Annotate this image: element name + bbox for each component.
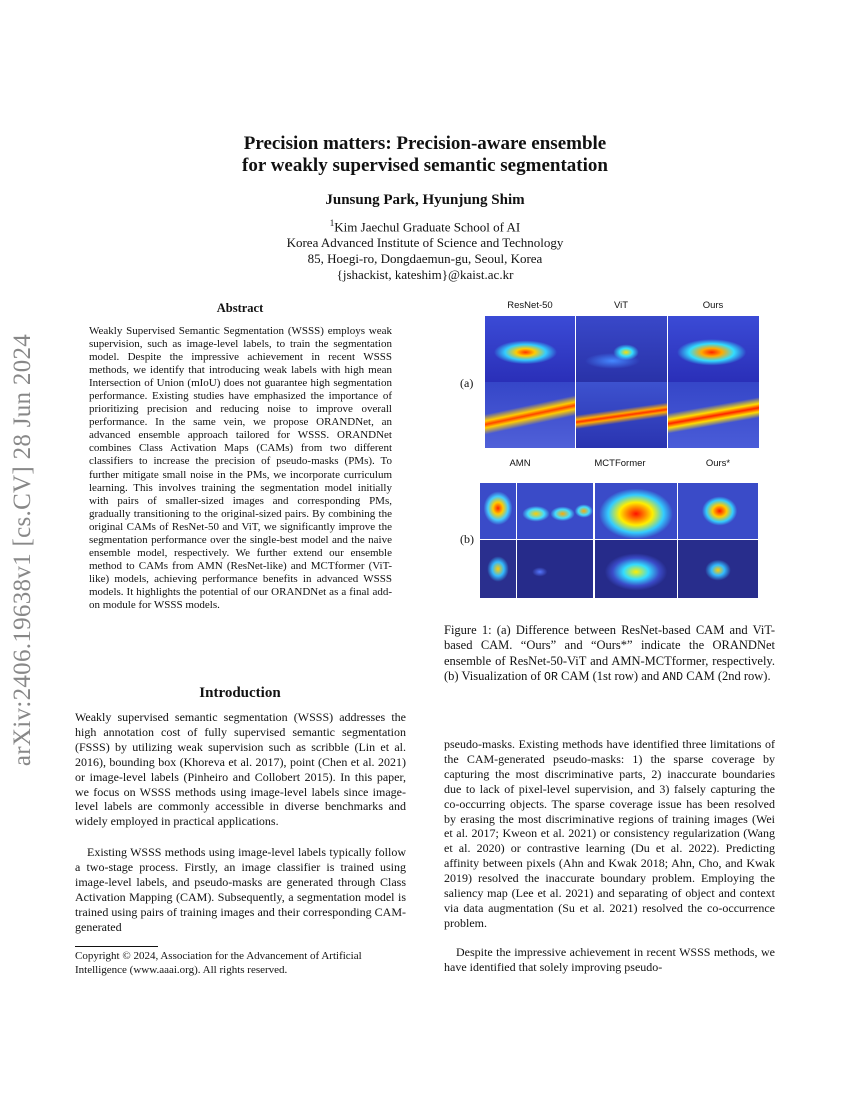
abstract-heading: Abstract xyxy=(216,301,264,315)
affiliation xyxy=(0,215,850,283)
cam-amn-and-1 xyxy=(480,540,516,598)
cam-amn-or-1 xyxy=(480,483,516,539)
affiliation-line-2: Korea Advanced Institute of Science and Technology xyxy=(286,235,564,251)
introduction-heading: Introduction xyxy=(199,685,281,701)
col-label-vit: ViT xyxy=(613,300,629,311)
footnote-rule xyxy=(75,946,158,947)
cam-mctformer-and-2 xyxy=(595,540,677,598)
cam-ours-star-or xyxy=(678,483,758,539)
col-label-resnet50: ResNet-50 xyxy=(507,300,553,311)
arxiv-identifier xyxy=(5,300,41,800)
col-label-ours-star: Ours* xyxy=(705,458,731,469)
abstract-text: Weakly Supervised Semantic Segmentation (WSSS) employs weak supervision, such as image-level labels, to train the segmentation model. Despite the impressive achievement in recent WSSS methods, we identify that introducing weak labels with high mean Intersection of Union (mIoU) does not guarantee high segmentation performance. Existing studies have emphasized the importance of prioritizing precision and reducing noise to improve overall performance. In the same vein, we propose ORANDNet, an advanced ensemble approach tailored for WSSS. ORANDNet combines Class Activation Maps (CAMs) from two different classifiers to increase the precision of pseudo-masks (PMs). To further mitigate small noise in the PMs, we incorporate curriculum learning. This involves training the segmentation model initially with pairs of smaller-sized images and corresponding PMs, gradually transitioning to the original-sized pairs. By combining the original CAMs of ResNet-50 and ViT, we significantly improve the segmentation performance over the single-best model and the naive ensemble model, respectively. We further extend our ensemble method to CAMs from AMN (ResNet-like) and MCTformer (ViT-like) models, achieving performance benefits in advanced WSSS models. It highlights the potential of our ORANDNet as a final add-on module for WSSS models. xyxy=(89,325,392,611)
cam-mctformer-or-1 xyxy=(517,483,593,539)
row-label-a: (a) xyxy=(460,376,474,390)
right-paragraph-2: Despite the impressive achievement in recent WSSS methods, we have identified that solely improving pseudo- xyxy=(444,945,775,974)
affiliation-email: {jshackist, kateshim}@kaist.ac.kr xyxy=(336,267,514,283)
intro-paragraph-1: Weakly supervised semantic segmentation (WSSS) addresses the high annotation cost of fully supervised semantic segmentation (FSSS) by utilizing weak supervision such as scribble (Lin et al. 2016), bounding box (Khoreva et al. 2017), point (Chen et al. 2021) or image-level labels (Pinheiro and Collobert 2015). In this paper, we focus on WSSS methods using image-level labels since image-level labels are commonly accessible in diverse benchmarks and widely employed in practical applications. xyxy=(75,710,406,829)
row-label-b: (b) xyxy=(460,532,474,546)
copyright-notice: Copyright © 2024, Association for the Advancement of Artificial Intelligence (www.aaai.org). All rights reserved. xyxy=(75,950,362,976)
arxiv-identifier-text: arXiv:2406.19638v1 [cs.CV] 28 Jun 2024 xyxy=(9,333,36,767)
authors: Junsung Park, Hyunjung Shim xyxy=(325,192,525,208)
cam-mctformer-or-2 xyxy=(595,483,677,539)
cam-mctformer-and-1 xyxy=(517,540,593,598)
caption-and-code: AND xyxy=(662,670,684,684)
figure-1 xyxy=(440,296,780,606)
col-label-amn: AMN xyxy=(509,458,531,469)
title-line-2: for weakly supervised semantic segmentation xyxy=(242,155,608,176)
paper-title xyxy=(0,133,850,177)
cam-vit-bottom xyxy=(576,382,667,448)
caption-part-3: CAM (2nd row). xyxy=(683,668,771,683)
caption-or-code: OR xyxy=(544,670,558,684)
affiliation-line-3: 85, Hoegi-ro, Dongdaemun-gu, Seoul, Korea xyxy=(307,251,543,267)
figure-1-caption xyxy=(444,623,775,685)
affiliation-line-1: Kim Jaechul Graduate School of AI xyxy=(334,219,521,235)
caption-part-2: CAM (1st row) and xyxy=(557,668,663,683)
cam-ours-star-and xyxy=(678,540,758,598)
intro-paragraph-2: Existing WSSS methods using image-level labels typically follow a two-stage process. Firstly, an image classifier is trained using image-level labels, and pseudo-masks are generated through Class Activation Mapping (CAM). Subsequently, a segmentation model is trained using pairs of training images and their corresponding CAM-generated xyxy=(75,845,406,934)
cam-resnet50-bottom xyxy=(485,382,575,448)
affiliation-sup: 1 xyxy=(329,218,335,228)
cam-ours-top xyxy=(668,316,759,382)
col-label-ours: Ours xyxy=(702,300,724,311)
col-label-mctformer: MCTFormer xyxy=(594,458,646,469)
right-paragraph-1: pseudo-masks. Existing methods have identified three limitations of the CAM-generated pseudo-masks: 1) the sparse coverage by capturing the most discriminative parts, 2) inaccurate boundaries due to lack of pixel-level supervision, and 3) falsely capturing the co-occurring objects. The sparse coverage issue has been resolved by erasing the most discriminative regions of training images (Wei et al. 2017; Kweon et al. 2021) or consistency regularization (Wang et al. 2020) or contrastive learning (Du et al. 2022). Predicting affinity between pixels (Ahn and Kwak 2018; Ahn, Cho, and Kwak 2019) resolved the inaccurate boundary problem. Employing the saliency map (Lee et al. 2021) and separating of object and context via data augmentation (Su et al. 2021) resolved the co-occurrence problem. xyxy=(444,737,775,930)
caption-part-1: Figure 1: (a) Difference between ResNet-based CAM and ViT-based CAM. “Ours” and “Ours*” indicate the ORANDNet ensemble of ResNet-50-ViT and AMN-MCTformer, respectively. (b) Visualization of xyxy=(444,623,775,683)
title-line-1: Precision matters: Precision-aware ensemble xyxy=(243,133,607,154)
cam-vit-top xyxy=(576,316,667,382)
cam-ours-bottom xyxy=(668,382,759,448)
cam-resnet50-top xyxy=(485,316,575,382)
